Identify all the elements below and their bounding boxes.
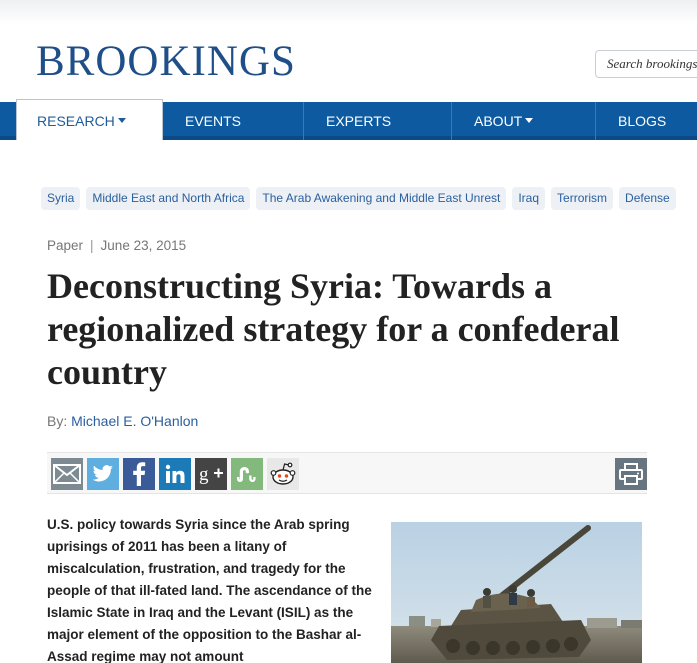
author-link[interactable]: Michael E. O'Hanlon — [71, 413, 199, 429]
article-meta — [47, 238, 186, 253]
brookings-logo[interactable]: BROOKINGS — [36, 38, 296, 85]
facebook-share-button[interactable] — [123, 458, 155, 490]
chevron-down-icon — [118, 118, 126, 123]
nav-item-events[interactable] — [163, 102, 304, 140]
main-nav — [0, 102, 697, 140]
email-share-button[interactable] — [51, 458, 83, 490]
chevron-down-icon — [525, 118, 533, 123]
meta-separator: | — [90, 238, 94, 253]
facebook-icon — [132, 462, 146, 486]
byline — [47, 413, 198, 429]
tag-syria[interactable]: Syria — [41, 187, 80, 210]
tank-photo-image — [391, 522, 642, 663]
tag-iraq[interactable]: Iraq — [512, 187, 545, 210]
linkedin-share-button[interactable] — [159, 458, 191, 490]
reddit-icon — [269, 461, 297, 487]
google-plus-share-button[interactable] — [195, 458, 227, 490]
nav-label-experts: EXPERTS — [326, 113, 392, 129]
twitter-icon — [92, 465, 114, 483]
email-icon — [53, 464, 81, 484]
page-title: Deconstructing Syria: Towards a regionalized strategy for a confederal country — [47, 266, 620, 392]
tag-terrorism[interactable]: Terrorism — [551, 187, 613, 210]
stumbleupon-icon — [235, 465, 259, 483]
svg-text:g: g — [199, 464, 209, 485]
article-lead: U.S. policy towards Syria since the Arab spring uprisings of 2011 has been a litany of miscalculation, frustration, and tragedy for the people of that ill-fated land. The ascendance of the Islamic State in Iraq and the Levant (ISIL) as the major element of the opposition to the Bashar al-Assad regime may not amount — [47, 517, 372, 663]
linkedin-icon — [165, 464, 185, 484]
share-bar — [47, 452, 647, 494]
nav-item-about[interactable] — [452, 102, 596, 140]
tag-defense[interactable]: Defense — [619, 187, 676, 210]
stumbleupon-share-button[interactable] — [231, 458, 263, 490]
publish-date: June 23, 2015 — [100, 238, 187, 253]
google-plus-icon — [198, 463, 224, 485]
nav-label-blogs: BLOGS — [618, 113, 667, 129]
topic-tags — [41, 187, 682, 211]
tag-arab-awakening[interactable]: The Arab Awakening and Middle East Unrest — [256, 187, 506, 210]
nav-label-events: EVENTS — [185, 113, 242, 129]
nav-label-about: ABOUT — [474, 113, 523, 129]
byline-prefix: By: — [47, 413, 68, 429]
nav-label-research: RESEARCH — [37, 113, 115, 129]
twitter-share-button[interactable] — [87, 458, 119, 490]
top-fade — [0, 0, 697, 24]
print-icon — [619, 463, 643, 485]
reddit-share-button[interactable] — [267, 458, 299, 490]
nav-item-experts[interactable] — [304, 102, 452, 140]
article-photo-tank[interactable] — [391, 522, 642, 663]
tag-middle-east[interactable]: Middle East and North Africa — [86, 187, 250, 210]
nav-item-blogs[interactable] — [596, 102, 697, 140]
search-input[interactable]: Search brookings — [595, 50, 697, 78]
print-button[interactable] — [615, 458, 647, 490]
content-type: Paper — [47, 238, 84, 253]
nav-item-research[interactable] — [16, 99, 163, 140]
